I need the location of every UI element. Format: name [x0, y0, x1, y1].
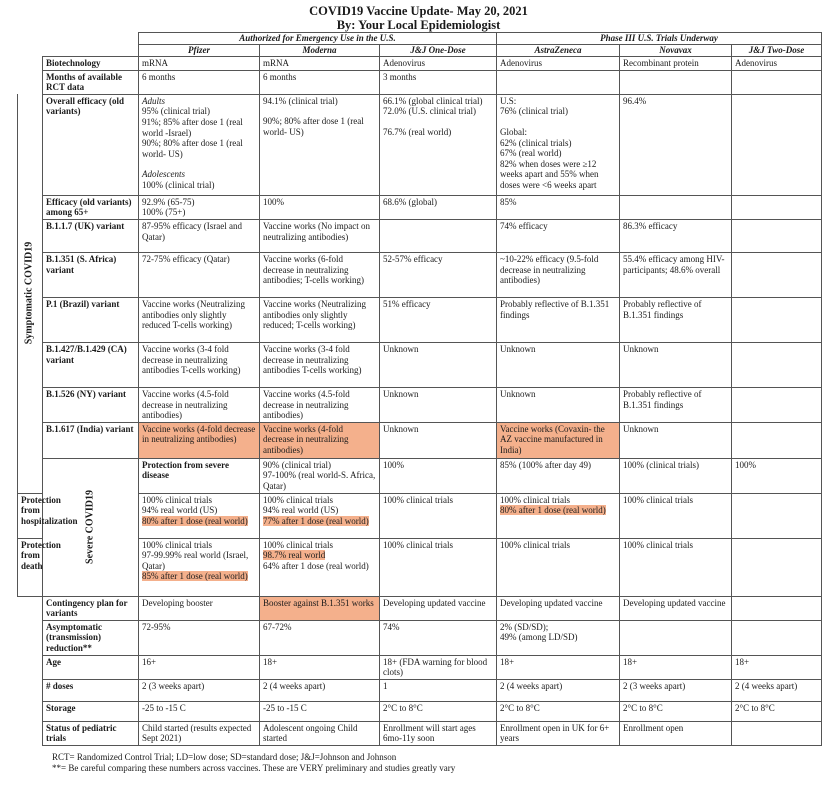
text: 95% (clinical trial): [142, 106, 210, 117]
cell: 51% efficacy: [380, 297, 497, 342]
cell: Vaccine works (3-4 fold decrease in neutralizing antibodies T-cells working): [139, 342, 260, 387]
cell-pfizer: [139, 493, 260, 538]
row-doses: [18, 679, 822, 701]
cell: [620, 195, 732, 219]
cell-pfizer: [139, 538, 260, 596]
cell: 2 (3 weeks apart): [620, 679, 732, 701]
cell: Unknown: [620, 422, 732, 458]
row-india-variant: [18, 422, 822, 458]
cell: 52-57% efficacy: [380, 252, 497, 297]
cell: -25 to -15 C: [260, 701, 380, 721]
vaccine-header-moderna: Moderna: [260, 45, 380, 57]
cell: [732, 493, 822, 538]
row-efficacy-65: [18, 195, 822, 219]
cell: 6 months: [260, 70, 380, 94]
text: 94% real world (US): [263, 505, 339, 516]
cell: [732, 297, 822, 342]
cell: 2°C to 8°C: [497, 701, 620, 721]
row-contingency: [18, 596, 822, 620]
cell-pfizer: [260, 458, 380, 493]
cell-moderna: [260, 493, 380, 538]
cell: [732, 195, 822, 219]
row-asymptomatic: [18, 620, 822, 655]
side-section-symptomatic: [18, 94, 43, 493]
row-label: Overall efficacy (old variants): [43, 94, 139, 195]
cell: 6 months: [139, 70, 260, 94]
row-brazil-variant: [18, 297, 822, 342]
cell: 74%: [380, 620, 497, 655]
cell: 1: [380, 679, 497, 701]
cell: 100% clinical trials: [620, 493, 732, 538]
cell: 18+: [620, 655, 732, 679]
cell: Adenovirus: [380, 57, 497, 71]
text: 100% clinical trials: [263, 494, 333, 505]
text-highlighted: 77% after 1 dose (real world): [263, 515, 369, 526]
row-ca-variant: [18, 342, 822, 387]
cell: 18+ (FDA warning for blood clots): [380, 655, 497, 679]
vaccine-header-pfizer: Pfizer: [139, 45, 260, 57]
row-label: B.1.351 (S. Africa) variant: [43, 252, 139, 297]
side-label-severe: Severe COVID19: [84, 490, 96, 565]
cell: 100%: [732, 458, 822, 493]
cell: 2°C to 8°C: [732, 701, 822, 721]
cell: Probably reflective of B.1.351 findings: [497, 297, 620, 342]
row-label: B.1.617 (India) variant: [43, 422, 139, 458]
cell: Developing updated vaccine: [380, 596, 497, 620]
row-overall-efficacy: [18, 94, 822, 195]
row-uk-variant: [18, 219, 822, 252]
row-label: Contingency plan for variants: [43, 596, 139, 620]
cell: Enrollment will start ages 6mo-11y soon: [380, 721, 497, 745]
text: 90%; 80% after dose 1 (real world- US): [263, 116, 364, 137]
text: 90% (clinical trial): [263, 459, 331, 470]
text: 91%; 85% after dose 1 (real world -Israel): [142, 116, 243, 138]
cell-novavax: 96.4%: [620, 94, 732, 195]
text-adults: Adults: [142, 95, 166, 106]
text: 67% (real world): [500, 148, 562, 159]
cell: Vaccine works (4.5-fold decrease in neutralizing antibodies): [139, 387, 260, 422]
cell: 74% efficacy: [497, 219, 620, 252]
cell: 85%: [497, 195, 620, 219]
cell: [732, 342, 822, 387]
row-label: Protection from severe disease: [139, 458, 260, 493]
row-label: Protection from hospitalization: [18, 493, 43, 538]
text: 66.1% (global clinical trial): [383, 95, 483, 106]
cell: Unknown: [380, 422, 497, 458]
row-label: Status of pediatric trials: [43, 721, 139, 745]
cell: [732, 538, 822, 596]
cell: Vaccine works (Neutralizing antibodies only slightly reduced T-cells working): [139, 297, 260, 342]
cell-highlighted: Vaccine works (4-fold decrease in neutralizing antibodies): [139, 422, 260, 458]
cell: Developing updated vaccine: [497, 596, 620, 620]
cell: Vaccine works (3-4 fold decrease in neutralizing antibodies T-cells working): [260, 342, 380, 387]
cell: [732, 721, 822, 745]
text: 64% after 1 dose (real world): [263, 560, 369, 571]
text: 97-99.99% real world (Israel, Qatar): [142, 550, 249, 571]
text: Global:: [500, 126, 528, 137]
vaccine-header-novavax: Novavax: [620, 45, 732, 57]
cell: 18+: [497, 655, 620, 679]
cell: [380, 219, 497, 252]
cell: Vaccine works (6-fold decrease in neutralizing antibodies; T-cells working): [260, 252, 380, 297]
cell: [620, 620, 732, 655]
cell: Unknown: [497, 342, 620, 387]
cell-az: [497, 620, 620, 655]
text-highlighted: 98.7% real world: [263, 550, 326, 561]
text: 97-100% (real world-S. Africa, Qatar): [263, 470, 376, 491]
cell: 16+: [139, 655, 260, 679]
cell-moderna: [260, 538, 380, 596]
row-label: B.1.427/B.1.429 (CA) variant: [43, 342, 139, 387]
row-label: B.1.1.7 (UK) variant: [43, 219, 139, 252]
text: 100% clinical trials: [142, 494, 212, 505]
cell: 2 (4 weeks apart): [260, 679, 380, 701]
cell: 18+: [260, 655, 380, 679]
vaccine-header-jj-one-dose: J&J One-Dose: [380, 45, 497, 57]
row-label: Months of available RCT data: [43, 70, 139, 94]
text: 90%; 80% after dose 1 (real world- US): [142, 138, 243, 159]
cell: 2 (3 weeks apart): [139, 679, 260, 701]
cell: 68.6% (global): [380, 195, 497, 219]
text-highlighted: 80% after 1 dose (real world): [500, 505, 606, 516]
text: 82% when doses were ≥12 weeks apart and 55% when doses were <6 weeks apart: [500, 158, 599, 190]
row-label: Efficacy (old variants) among 65+: [43, 195, 139, 219]
row-biotechnology: [18, 57, 822, 71]
cell-moderna: [260, 94, 380, 195]
row-label: # doses: [43, 679, 139, 701]
cell: 100% clinical trials: [620, 538, 732, 596]
cell-highlighted: Vaccine works (Covaxin- the AZ vaccine manufactured in India): [497, 422, 620, 458]
side-label-symptomatic: Symptomatic COVID19: [23, 242, 35, 345]
cell: 100%: [380, 458, 497, 493]
text-highlighted: 80% after 1 dose (real world): [142, 515, 248, 526]
cell: Child started (results expected Sept 2021): [139, 721, 260, 745]
cell: Vaccine works (Neutralizing antibodies only slightly reduced; T-cells working): [260, 297, 380, 342]
document-subtitle: By: Your Local Epidemiologist: [336, 18, 501, 32]
cell: 100%: [260, 195, 380, 219]
text: U.S:: [500, 95, 517, 106]
cell: 86.3% efficacy: [620, 219, 732, 252]
cell: 72-95%: [139, 620, 260, 655]
cell-az: [497, 493, 620, 538]
cell: 67-72%: [260, 620, 380, 655]
cell: 2 (4 weeks apart): [732, 679, 822, 701]
row-severe-disease: [18, 458, 822, 493]
cell: 2 (4 weeks apart): [497, 679, 620, 701]
cell: Vaccine works (4.5-fold decrease in neutralizing antibodies): [260, 387, 380, 422]
row-label: B.1.526 (NY) variant: [43, 387, 139, 422]
cell: 2°C to 8°C: [620, 701, 732, 721]
row-storage: [18, 701, 822, 721]
row-ny-variant: [18, 387, 822, 422]
cell: [497, 70, 620, 94]
cell: [732, 387, 822, 422]
text-highlighted: 85% after 1 dose (real world): [142, 571, 248, 582]
row-label: Storage: [43, 701, 139, 721]
cell: 100% (clinical trials): [620, 458, 732, 493]
row-label: Age: [43, 655, 139, 679]
cell: Unknown: [620, 342, 732, 387]
side-section-severe: [43, 458, 139, 596]
cell: 2°C to 8°C: [380, 701, 497, 721]
cell: [732, 70, 822, 94]
text: 2% (SD/SD);: [500, 621, 549, 632]
cell: Adenovirus: [732, 57, 822, 71]
row-label: P.1 (Brazil) variant: [43, 297, 139, 342]
cell: 72-75% efficacy (Qatar): [139, 252, 260, 297]
cell: Probably reflective of B.1.351 findings: [620, 387, 732, 422]
footnotes: [52, 752, 822, 774]
text: 94.1% (clinical trial): [263, 95, 338, 106]
text: 100% clinical trials: [500, 494, 570, 505]
vaccine-header-astrazeneca: AstraZeneca: [497, 45, 620, 57]
group-header-row: [18, 33, 822, 45]
text: 72.0% (U.S. clinical trial): [383, 106, 476, 117]
cell: mRNA: [260, 57, 380, 71]
cell: Enrollment open: [620, 721, 732, 745]
cell: [732, 422, 822, 458]
row-age: [18, 655, 822, 679]
cell: Unknown: [380, 342, 497, 387]
cell-pfizer: [139, 195, 260, 219]
text-adolescents: Adolescents: [142, 169, 185, 180]
cell: Probably reflective of B.1.351 findings: [620, 297, 732, 342]
cell: Adolescent ongoing Child started: [260, 721, 380, 745]
document-title: COVID19 Vaccine Update- May 20, 2021: [309, 4, 528, 18]
cell-pfizer: [139, 94, 260, 195]
vaccine-header-jj-two-dose: J&J Two-Dose: [732, 45, 822, 57]
group-eua: Authorized for Emergency Use in the U.S.: [139, 33, 497, 45]
cell-az: [497, 94, 620, 195]
cell: 55.4% efficacy among HIV- participants; 48.6% overall: [620, 252, 732, 297]
text: 76% (clinical trial): [500, 106, 568, 117]
cell: Unknown: [497, 387, 620, 422]
cell: Adenovirus: [497, 57, 620, 71]
cell: 100% clinical trials: [497, 538, 620, 596]
cell: 87-95% efficacy (Israel and Qatar): [139, 219, 260, 252]
text: 92.9% (65-75): [142, 196, 195, 207]
row-label: Protection from death: [18, 538, 43, 596]
cell: 3 months: [380, 70, 497, 94]
cell: [732, 252, 822, 297]
cell: 18+: [732, 655, 822, 679]
row-safrica-variant: [18, 252, 822, 297]
cell: [732, 219, 822, 252]
text: 62% (clinical trials): [500, 137, 572, 148]
cell-jj2: [732, 94, 822, 195]
cell-highlighted: Booster against B.1.351 works: [260, 596, 380, 620]
text: 49% (among LD/SD): [500, 632, 578, 643]
text: 100% (clinical trial): [142, 179, 215, 190]
cell: Enrollment open in UK for 6+ years: [497, 721, 620, 745]
text: 100% (75+): [142, 207, 186, 218]
text: 100% clinical trials: [263, 539, 333, 550]
cell-highlighted: Vaccine works (4-fold decrease in neutralizing antibodies): [260, 422, 380, 458]
cell: Recombinant protein: [620, 57, 732, 71]
row-label: Biotechnology: [43, 57, 139, 71]
cell: 85% (100% after day 49): [497, 458, 620, 493]
footnote-abbreviations: RCT= Randomized Control Trial; LD=low dose; SD=standard dose; J&J=Johnson and Johnson: [52, 752, 397, 762]
footnote-caution: **= Be careful comparing these numbers across vaccines. These are VERY preliminary and studies greatly vary: [52, 763, 456, 773]
cell: 100% clinical trials: [380, 493, 497, 538]
row-months-rct: [18, 70, 822, 94]
cell: -25 to -15 C: [139, 701, 260, 721]
cell-jj: [380, 94, 497, 195]
text: 76.7% (real world): [383, 126, 452, 137]
cell: [620, 70, 732, 94]
cell: [732, 620, 822, 655]
cell: 100% clinical trials: [380, 538, 497, 596]
vaccine-header-row: [18, 45, 822, 57]
text: 100% clinical trials: [142, 539, 212, 550]
vaccine-comparison-table: [17, 32, 822, 746]
cell: Unknown: [380, 387, 497, 422]
group-phase3: Phase III U.S. Trials Underway: [497, 33, 822, 45]
row-pediatric: [18, 721, 822, 745]
cell: Developing updated vaccine: [620, 596, 732, 620]
cell: Developing booster: [139, 596, 260, 620]
text: 94% real world (US): [142, 505, 218, 516]
cell: [732, 596, 822, 620]
row-label: Asymptomatic (transmission) reduction**: [43, 620, 139, 655]
cell: mRNA: [139, 57, 260, 71]
cell: ~10-22% efficacy (9.5-fold decrease in neutralizing antibodies): [497, 252, 620, 297]
cell: Vaccine works (No impact on neutralizing antibodies): [260, 219, 380, 252]
